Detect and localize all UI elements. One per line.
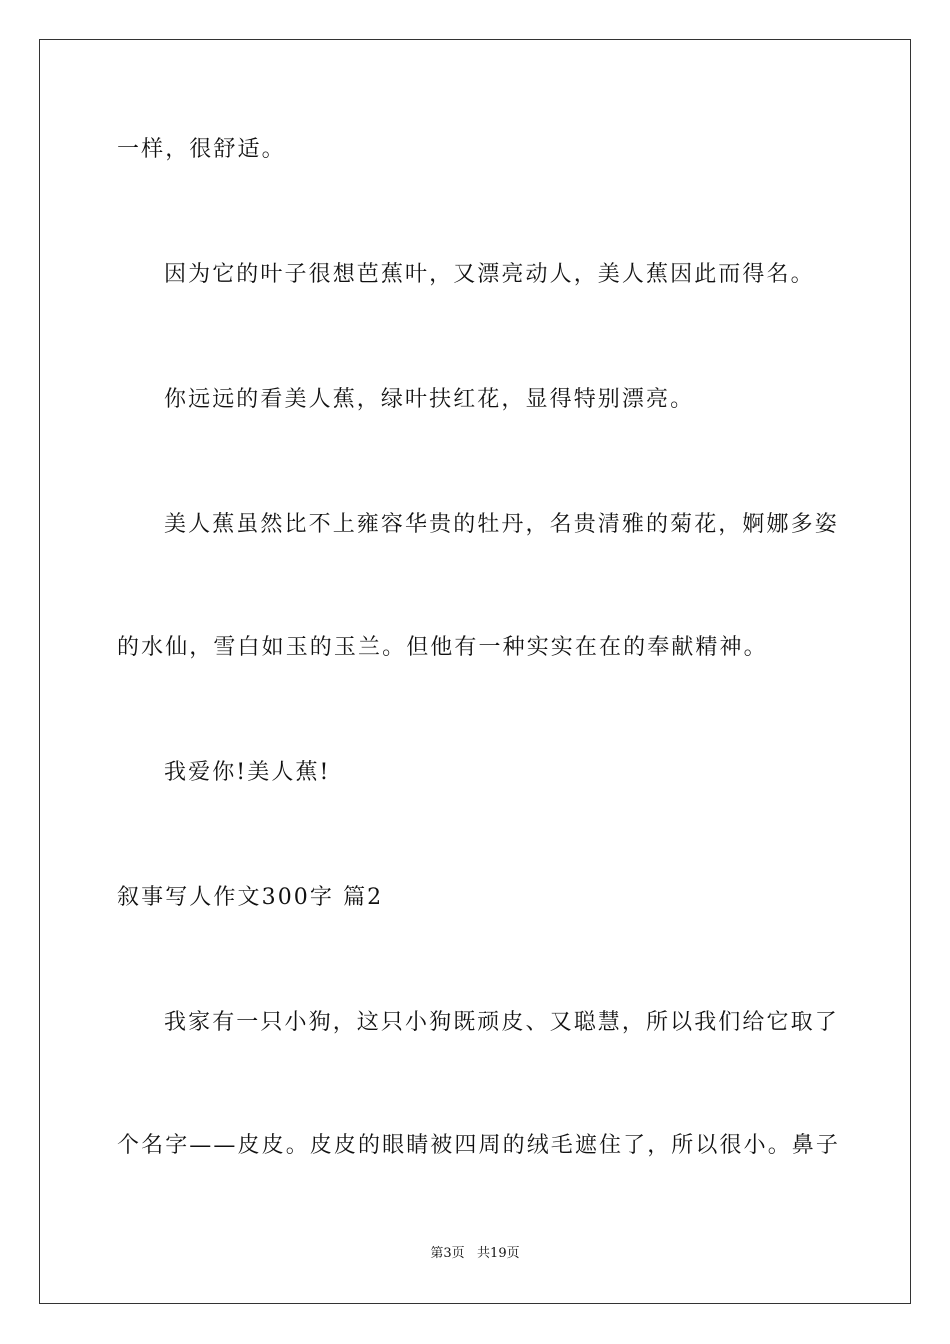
text-line-2: 因为它的叶子很想芭蕉叶，又漂亮动人，美人蕉因此而得名。 <box>164 262 815 287</box>
text-line-1: 一样，很舒适。 <box>117 137 286 162</box>
section-heading: 叙事写人作文300字 篇2 <box>117 885 384 910</box>
text-line-8: 个名字——皮皮。皮皮的眼睛被四周的绒毛遮住了，所以很小。鼻子 <box>117 1133 841 1158</box>
text-line-5: 的水仙，雪白如玉的玉兰。但他有一种实实在在的奉献精神。 <box>117 635 768 660</box>
text-line-4: 美人蕉虽然比不上雍容华贵的牡丹，名贵清雅的菊花，婀娜多姿 <box>164 512 839 537</box>
text-line-6: 我爱你!美人蕉! <box>164 760 331 785</box>
text-line-3: 你远远的看美人蕉，绿叶扶红花，显得特别漂亮。 <box>164 387 695 412</box>
text-line-7: 我家有一只小狗，这只小狗既顽皮、又聪慧，所以我们给它取了 <box>164 1010 839 1035</box>
page-footer: 第3页 共19页 <box>430 1246 520 1261</box>
page-border <box>39 39 911 1304</box>
